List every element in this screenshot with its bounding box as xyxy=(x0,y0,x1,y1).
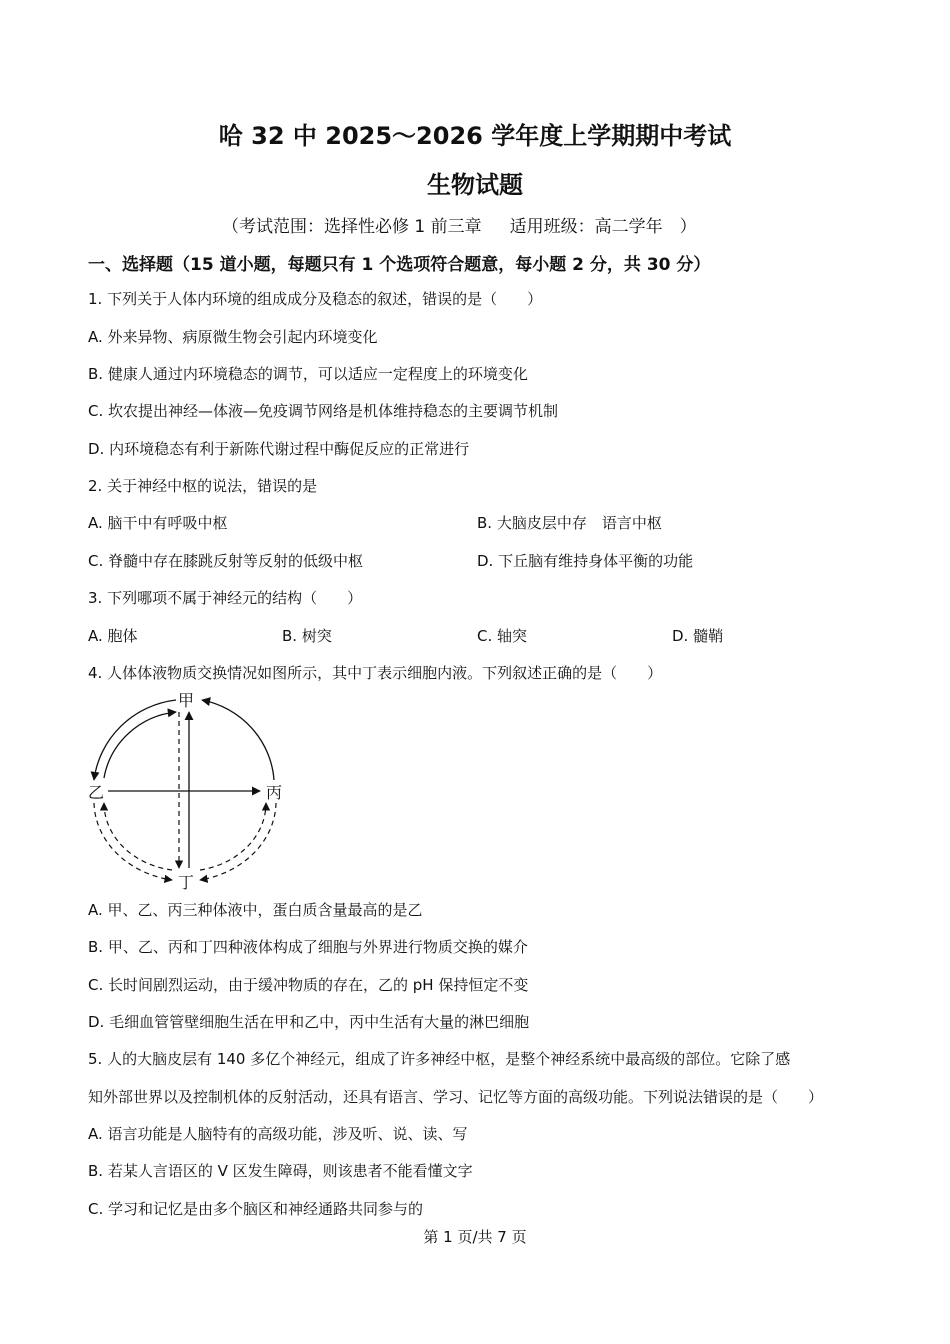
question-2-option-c: C. 脊髓中存在膝跳反射等反射的低级中枢 xyxy=(88,552,364,570)
question-4-stem: 4. 人体体液物质交换情况如图所示，其中丁表示细胞内液。下列叙述正确的是（ ） xyxy=(88,664,663,682)
question-3-option-c: C. 轴突 xyxy=(477,627,528,645)
section-heading: 一、选择题（15 道小题，每题只有 1 个选项符合题意，每小题 2 分，共 30 分） xyxy=(88,255,711,275)
question-5-option-b: B. 若某人言语区的 V 区发生障碍，则该患者不能看懂文字 xyxy=(88,1162,473,1180)
question-4-option-a: A. 甲、乙、丙三种体液中，蛋白质含量最高的是乙 xyxy=(88,901,423,919)
question-1-stem: 1. 下列关于人体内环境的组成成分及稳态的叙述，错误的是（ ） xyxy=(88,290,543,308)
question-1-option-d: D. 内环境稳态有利于新陈代谢过程中酶促反应的正常进行 xyxy=(88,440,470,458)
question-2-option-b: B. 大脑皮层中存 语言中枢 xyxy=(477,514,662,532)
question-4-option-c: C. 长时间剧烈运动，由于缓冲物质的存在，乙的 pH 保持恒定不变 xyxy=(88,976,529,994)
exam-subtitle: 生物试题 xyxy=(427,171,523,199)
label-yi: 乙 xyxy=(88,783,105,802)
question-4-option-d: D. 毛细血管管壁细胞生活在甲和乙中，丙中生活有大量的淋巴细胞 xyxy=(88,1013,530,1031)
label-jia: 甲 xyxy=(178,691,195,710)
arrow-yi-to-jia xyxy=(104,712,176,778)
question-1-option-a: A. 外来异物、病原微生物会引起内环境变化 xyxy=(88,328,378,346)
question-3-option-b: B. 树突 xyxy=(282,627,332,645)
arrow-ding-to-yi xyxy=(104,803,172,870)
question-2-option-a: A. 脑干中有呼吸中枢 xyxy=(88,514,228,532)
class-scope: 适用班级：高二学年 ） xyxy=(509,217,697,237)
arrow-bing-to-jia xyxy=(202,700,274,780)
question-5-stem-line2: 知外部世界以及控制机体的反射活动，还具有语言、学习、记忆等方面的高级功能。下列说法错误的是（ ） xyxy=(88,1088,824,1106)
question-1-option-b: B. 健康人通过内环境稳态的调节，可以适应一定程度上的环境变化 xyxy=(88,365,528,383)
question-3-option-d: D. 髓鞘 xyxy=(672,627,724,645)
body-fluid-exchange-diagram xyxy=(82,688,297,893)
question-5-option-a: A. 语言功能是人脑特有的高级功能，涉及听、说、读、写 xyxy=(88,1125,468,1143)
arrow-ding-to-bing xyxy=(200,803,266,870)
label-bing: 丙 xyxy=(266,783,283,802)
page-footer: 第 1 页/共 7 页 xyxy=(423,1228,527,1246)
exam-range: （考试范围：选择性必修 1 前三章 xyxy=(222,217,482,237)
question-1-option-c: C. 坎农提出神经—体液—免疫调节网络是机体维持稳态的主要调节机制 xyxy=(88,402,559,420)
question-5-option-c: C. 学习和记忆是由多个脑区和神经通路共同参与的 xyxy=(88,1200,424,1218)
question-5-stem-line1: 5. 人的大脑皮层有 140 多亿个神经元，组成了许多神经中枢，是整个神经系统中最高级的部位。它除了感 xyxy=(88,1050,791,1068)
question-3-stem: 3. 下列哪项不属于神经元的结构（ ） xyxy=(88,589,363,607)
label-ding: 丁 xyxy=(178,873,195,892)
question-2-option-d: D. 下丘脑有维持身体平衡的功能 xyxy=(477,552,694,570)
question-3-option-a: A. 胞体 xyxy=(88,627,138,645)
exam-title: 哈 32 中 2025～2026 学年度上学期期中考试 xyxy=(218,122,732,150)
question-4-option-b: B. 甲、乙、丙和丁四种液体构成了细胞与外界进行物质交换的媒介 xyxy=(88,938,528,956)
question-2-stem: 2. 关于神经中枢的说法，错误的是 xyxy=(88,477,318,495)
exam-range-line xyxy=(222,212,697,237)
